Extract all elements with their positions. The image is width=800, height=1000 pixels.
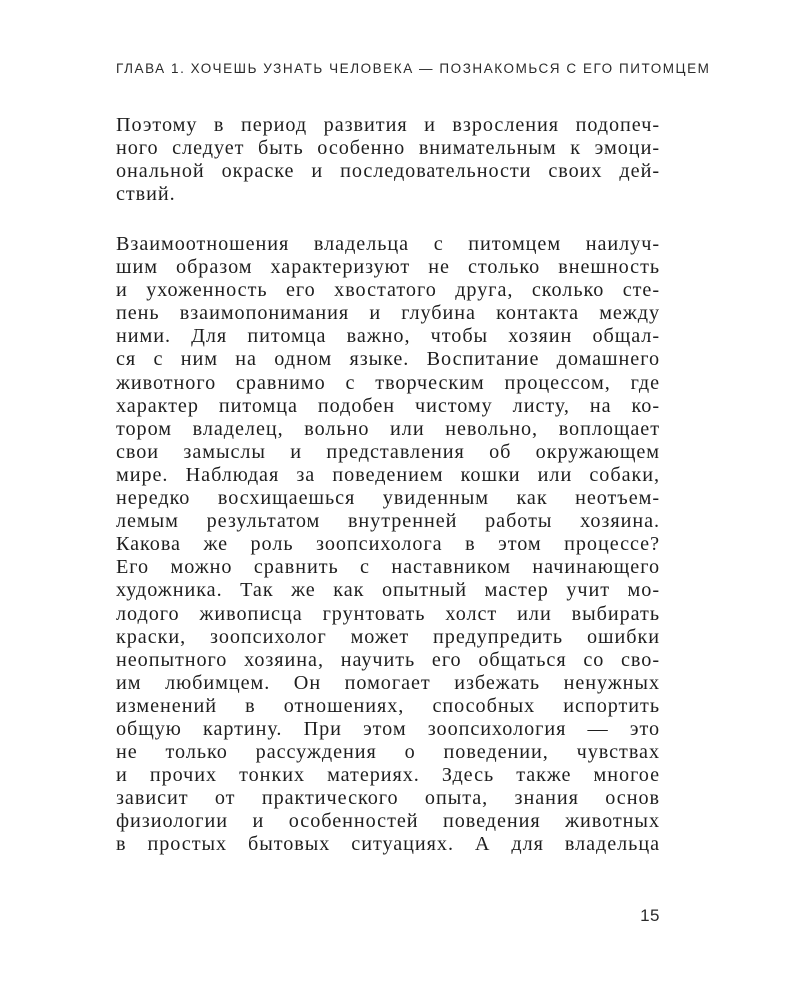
text-line: мире. Наблюдая за поведением кошки или собаки, bbox=[116, 463, 660, 486]
text-line: не только рассуждения о поведении, чувствах bbox=[116, 741, 660, 764]
text-line: нередко восхищаешься увиденным как неотъем- bbox=[116, 487, 660, 510]
text-line: лодого живописца грунтовать холст или выбирать bbox=[116, 602, 660, 625]
text-line: и ухоженность его хвостатого друга, сколько сте- bbox=[116, 279, 660, 302]
text-line: шим образом характеризуют не столько внешность bbox=[116, 256, 660, 279]
text-line: художника. Так же как опытный мастер учит мо- bbox=[116, 579, 660, 602]
text-line: Взаимоотношения владельца с питомцем наилуч- bbox=[116, 233, 660, 255]
text-line: ного следует быть особенно внимательным к эмоци- bbox=[116, 137, 660, 160]
text-line: ними. Для питомца важно, чтобы хозяин общал- bbox=[116, 325, 660, 348]
paragraph-1 bbox=[116, 114, 660, 206]
page-number: 15 bbox=[640, 906, 660, 925]
text-line: Какова же роль зоопсихолога в этом процессе? bbox=[116, 533, 660, 556]
text-line: лемым результатом внутренней работы хозяина. bbox=[116, 510, 660, 533]
text-line: ся с ним на одном языке. Воспитание домашнего bbox=[116, 348, 660, 371]
text-line: ствий. bbox=[116, 183, 176, 206]
text-line: в простых бытовых ситуациях. А для владельца bbox=[116, 833, 660, 856]
text-line: Поэтому в период развития и взросления подопеч- bbox=[116, 114, 660, 136]
text-line: тором владелец, вольно или невольно, воплощает bbox=[116, 417, 660, 440]
text-line: физиологии и особенностей поведения животных bbox=[116, 810, 660, 833]
text-line: и прочих тонких материях. Здесь также многое bbox=[116, 764, 660, 787]
paragraph-2 bbox=[116, 233, 660, 857]
text-line: неопытного хозяина, научить его общаться со сво- bbox=[116, 648, 660, 671]
text-line: ональной окраске и последовательности своих дей- bbox=[116, 160, 660, 183]
text-line: краски, зоопсихолог может предупредить ошибки bbox=[116, 625, 660, 648]
text-line: пень взаимопонимания и глубина контакта между bbox=[116, 302, 660, 325]
text-line: зависит от практического опыта, знания основ bbox=[116, 787, 660, 810]
text-line: Его можно сравнить с наставником начинающего bbox=[116, 556, 660, 579]
text-line: изменений в отношениях, способных испортить bbox=[116, 694, 660, 717]
text-line: общую картину. При этом зоопсихология — это bbox=[116, 717, 660, 740]
text-line: характер питомца подобен чистому листу, на ко- bbox=[116, 394, 660, 417]
running-head: ГЛАВА 1. ХОЧЕШЬ УЗНАТЬ ЧЕЛОВЕКА — ПОЗНАКОМЬСЯ С ЕГО ПИТОМЦЕМ bbox=[116, 61, 711, 76]
text-line: им любимцем. Он помогает избежать ненужных bbox=[116, 671, 660, 694]
text-line: свои замыслы и представления об окружающем bbox=[116, 440, 660, 463]
text-line: животного сравнимо с творческим процессом, где bbox=[116, 371, 660, 394]
